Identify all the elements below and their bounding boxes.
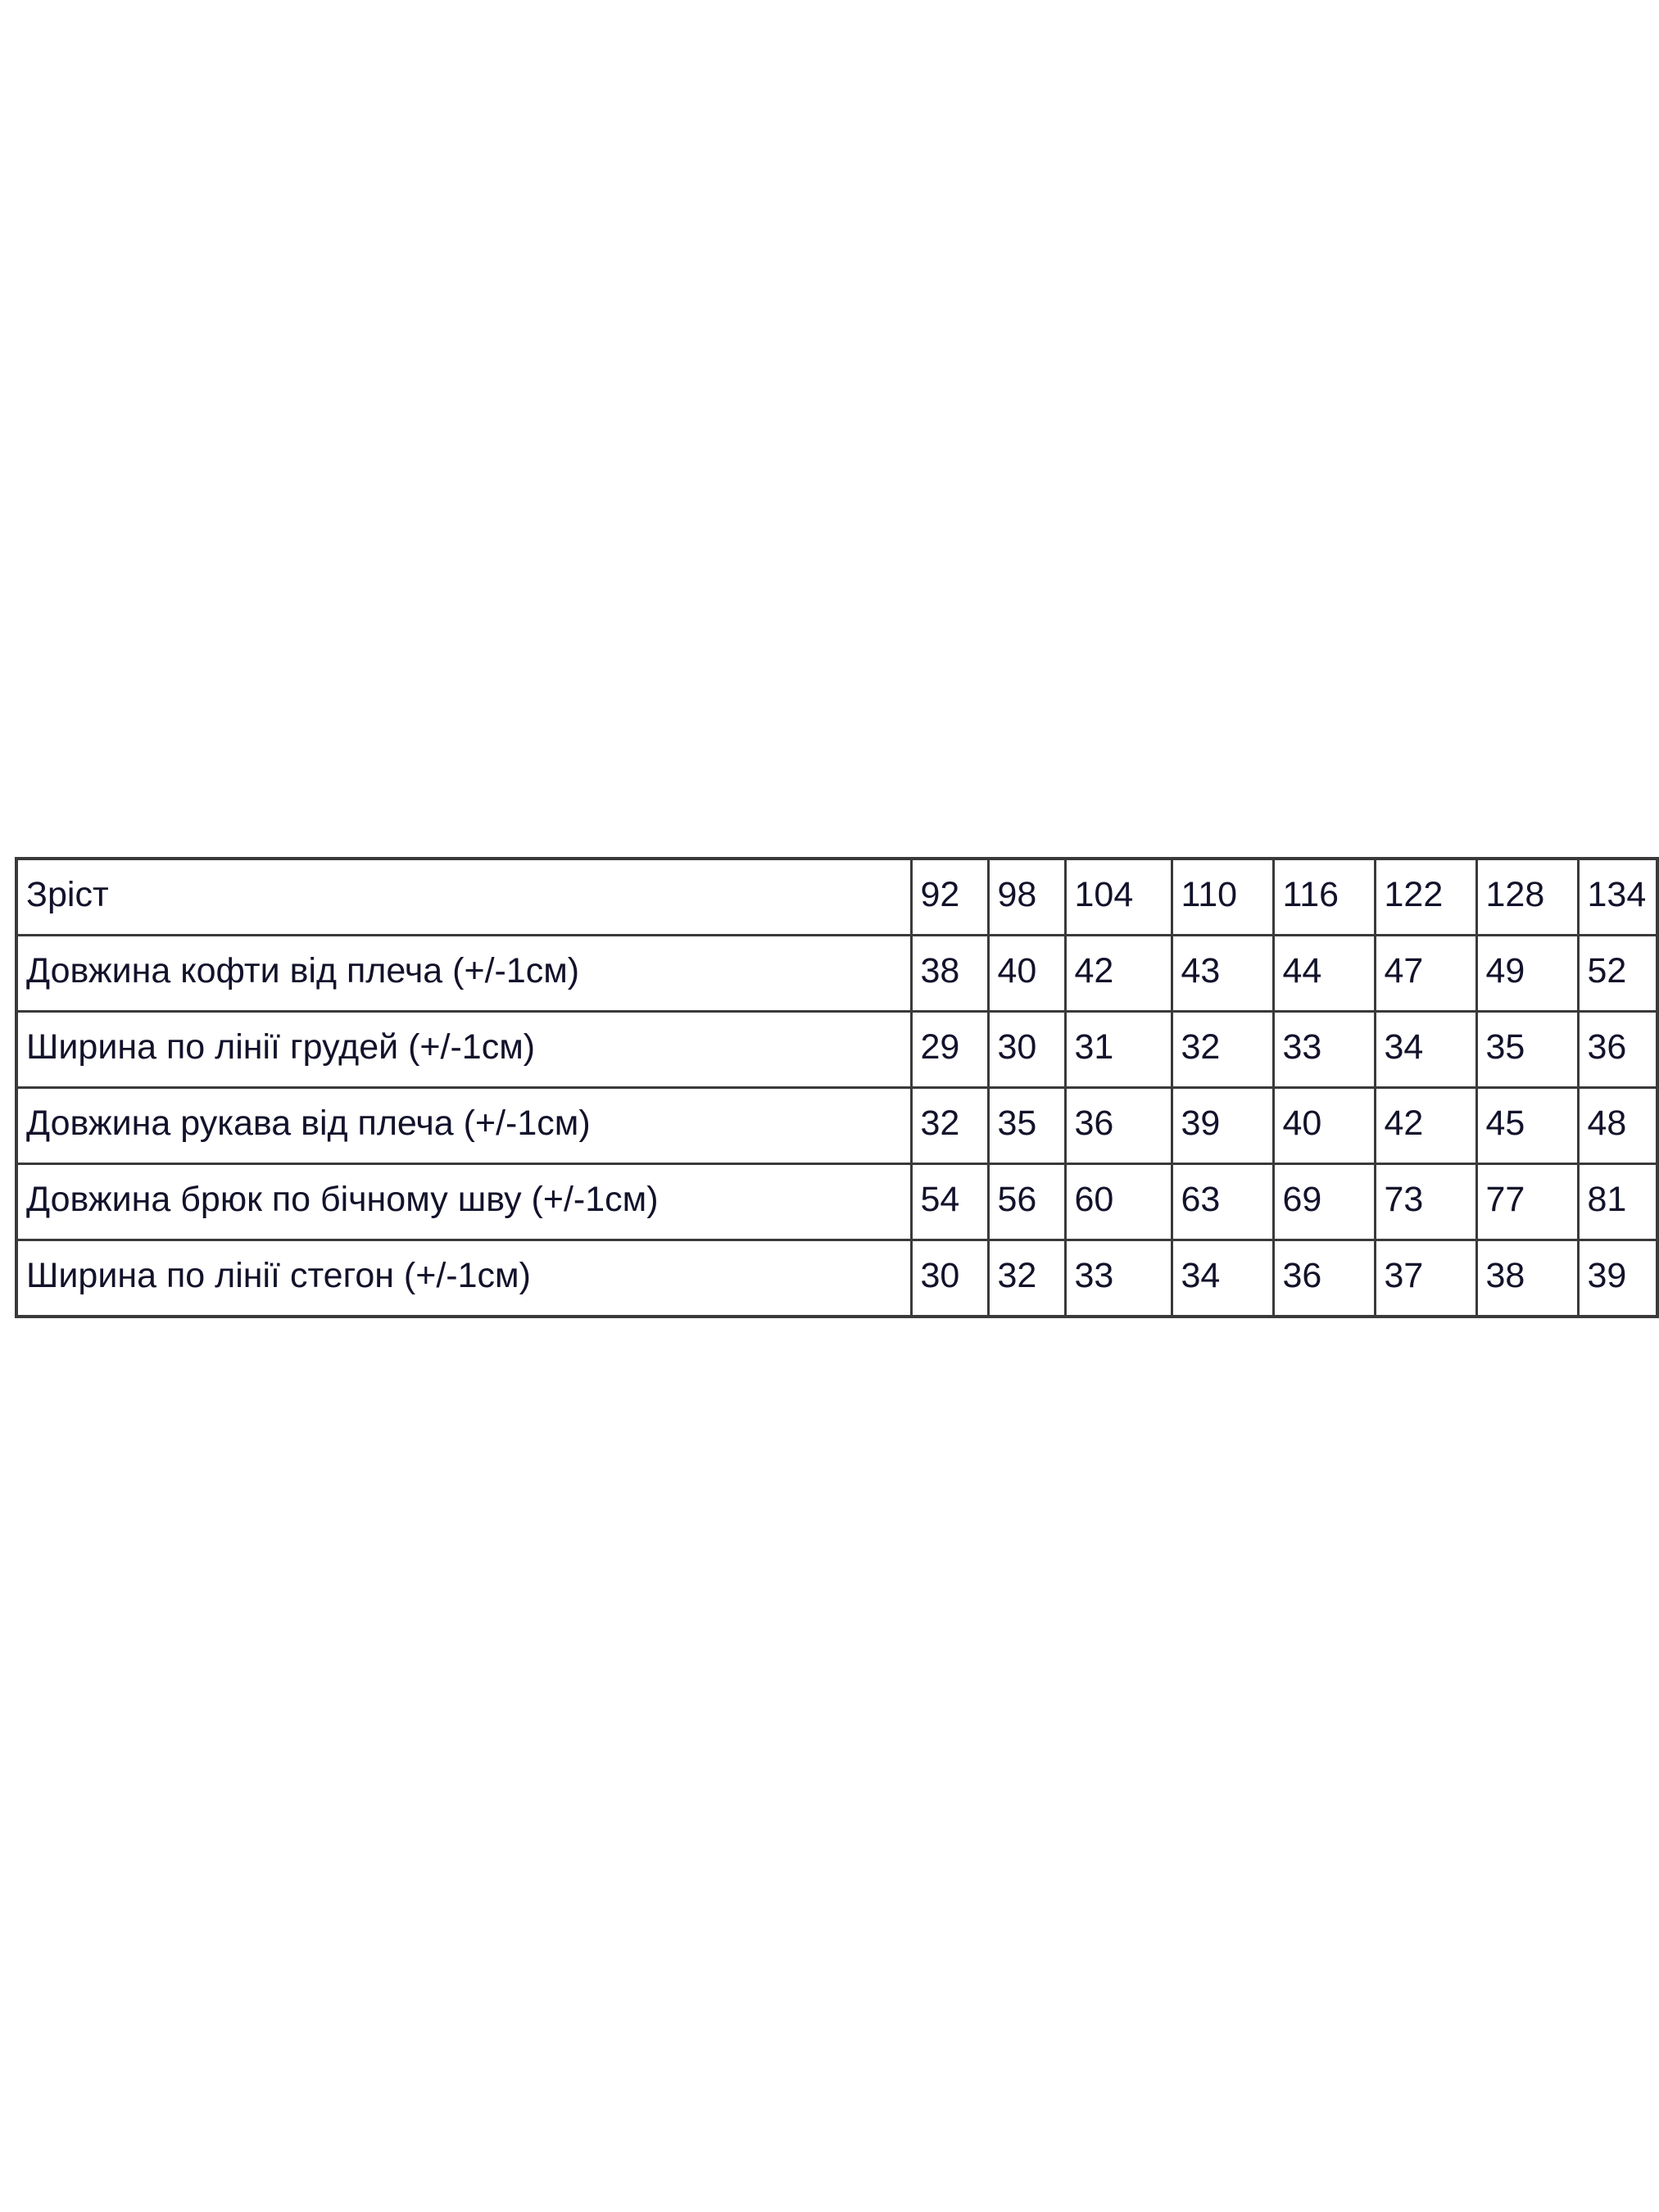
- table-cell: 29: [911, 1012, 988, 1088]
- table-cell: 52: [1578, 936, 1657, 1012]
- table-cell: 32: [1172, 1012, 1273, 1088]
- table-cell: 31: [1065, 1012, 1172, 1088]
- table-cell: 39: [1172, 1088, 1273, 1164]
- table-cell: 30: [988, 1012, 1065, 1088]
- table-cell: 45: [1476, 1088, 1578, 1164]
- table-cell: 54: [911, 1164, 988, 1240]
- row-label: Ширина по лінії стегон (+/-1см): [16, 1240, 911, 1317]
- table-cell: 60: [1065, 1164, 1172, 1240]
- row-label: Зріст: [16, 859, 911, 936]
- table-cell: 128: [1476, 859, 1578, 936]
- table-cell: 48: [1578, 1088, 1657, 1164]
- size-chart-table: [15, 857, 1659, 1318]
- table-cell: 39: [1578, 1240, 1657, 1317]
- table-cell: 36: [1065, 1088, 1172, 1164]
- row-label: Довжина брюк по бічному шву (+/-1см): [16, 1164, 911, 1240]
- table-row: [16, 1164, 1657, 1240]
- table-cell: 32: [988, 1240, 1065, 1317]
- table-cell: 110: [1172, 859, 1273, 936]
- table-cell: 98: [988, 859, 1065, 936]
- table-cell: 36: [1273, 1240, 1375, 1317]
- row-label: Довжина кофти від плеча (+/-1см): [16, 936, 911, 1012]
- table-row: [16, 936, 1657, 1012]
- table-cell: 69: [1273, 1164, 1375, 1240]
- table-row: [16, 1240, 1657, 1317]
- table-cell: 38: [1476, 1240, 1578, 1317]
- table-cell: 49: [1476, 936, 1578, 1012]
- table-row: [16, 859, 1657, 936]
- table-cell: 40: [988, 936, 1065, 1012]
- table-cell: 92: [911, 859, 988, 936]
- table-cell: 122: [1375, 859, 1476, 936]
- table-cell: 34: [1172, 1240, 1273, 1317]
- table-cell: 77: [1476, 1164, 1578, 1240]
- table-cell: 33: [1065, 1240, 1172, 1317]
- table-cell: 35: [988, 1088, 1065, 1164]
- table-cell: 32: [911, 1088, 988, 1164]
- table-cell: 116: [1273, 859, 1375, 936]
- table-cell: 30: [911, 1240, 988, 1317]
- table-cell: 104: [1065, 859, 1172, 936]
- table-cell: 40: [1273, 1088, 1375, 1164]
- table-cell: 33: [1273, 1012, 1375, 1088]
- table-cell: 35: [1476, 1012, 1578, 1088]
- table-cell: 38: [911, 936, 988, 1012]
- table-cell: 56: [988, 1164, 1065, 1240]
- table-cell: 34: [1375, 1012, 1476, 1088]
- table-row: [16, 1088, 1657, 1164]
- table-row: [16, 1012, 1657, 1088]
- table-cell: 37: [1375, 1240, 1476, 1317]
- table-cell: 44: [1273, 936, 1375, 1012]
- table-cell: 63: [1172, 1164, 1273, 1240]
- table-cell: 134: [1578, 859, 1657, 936]
- table-cell: 73: [1375, 1164, 1476, 1240]
- table-cell: 81: [1578, 1164, 1657, 1240]
- table-cell: 42: [1375, 1088, 1476, 1164]
- size-chart-container: [15, 857, 1656, 1318]
- table-cell: 42: [1065, 936, 1172, 1012]
- table-cell: 47: [1375, 936, 1476, 1012]
- table-cell: 43: [1172, 936, 1273, 1012]
- row-label: Ширина по лінії грудей (+/-1см): [16, 1012, 911, 1088]
- table-cell: 36: [1578, 1012, 1657, 1088]
- row-label: Довжина рукава від плеча (+/-1см): [16, 1088, 911, 1164]
